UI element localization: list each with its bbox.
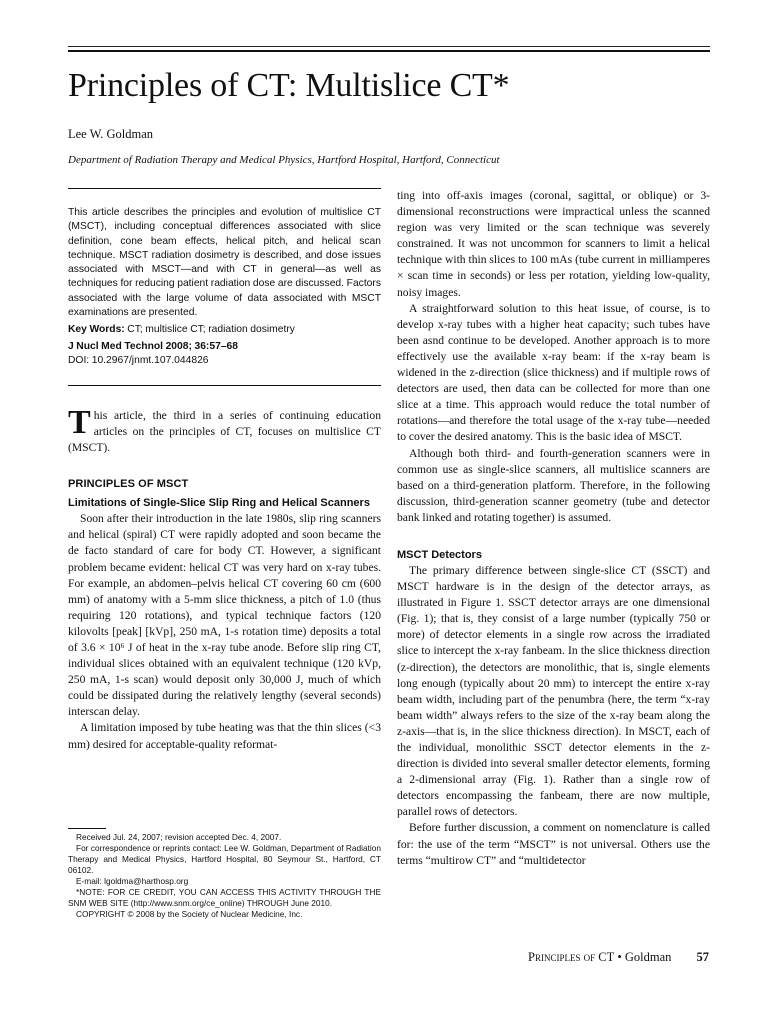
doi[interactable]: DOI: 10.2967/jnmt.107.044826 xyxy=(68,354,209,366)
section-heading-principles: PRINCIPLES OF MSCT xyxy=(68,478,189,491)
right-column xyxy=(397,188,710,869)
page-number: 57 xyxy=(696,950,709,964)
footnote-email[interactable]: E-mail: lgoldma@harthosp.org xyxy=(76,876,189,886)
journal-citation xyxy=(68,340,381,354)
subsection-heading-detectors: MSCT Detectors xyxy=(397,548,482,561)
keywords-line xyxy=(68,323,381,337)
header-rule-thick xyxy=(68,50,710,52)
author-affiliation: Department of Radiation Therapy and Medical Physics, Hartford Hospital, Hartford, Connecticut xyxy=(68,154,500,166)
running-footer xyxy=(528,950,709,965)
paragraph: Before further discussion, a comment on nomenclature is called for: the use of the term “MSCT” is not universal. Others use the terms “multirow CT” and “multidetector xyxy=(397,821,710,867)
running-author: Goldman xyxy=(624,950,672,964)
paragraph: The primary difference between single-slice CT (SSCT) and MSCT hardware is in the design of the detector arrays, as illustrated in Figure 1. SSCT detector arrays are one dimensional (Fig. 1); that is, they consist of a large number (typically 750 or more) of detector elements in a single row across the irradiated slice to intercept the x-ray fanbeam. In the slice thickness direction (z-direction), the detectors are monolithic, that is, single elements long enough (typically about 20 mm) to intercept the entire x-ray beam width, including part of the penumbra (here, the term “x-ray beam width” always refers to the size of the x-ray beam along the z-axis—that is, in the slice thickness direction). In MSCT, each of the individual, monolithic SSCT detector elements in the z-direction is divided into several smaller detector elements, forming a 2-dimensional array (Fig. 1). Rather than a single row of detectors encompassing the fanbeam, there are now multiple, parallel rows of detectors. xyxy=(397,563,710,819)
intro-paragraph xyxy=(68,404,381,456)
footnotes xyxy=(68,832,381,920)
detectors-body xyxy=(397,563,710,869)
paragraph: Soon after their introduction in the late 1980s, slip ring scanners and helical (spiral) CT were rapidly adopted and soon became the de facto standard of care for body CT. However, a significant problem became evident: helical CT was very hard on x-ray tubes. For example, an abdomen–pelvis helical CT covering 60 cm (600 mm) of anatomy with a 5-mm slice thickness, a pitch of 1.0 (thus requiring 120 rotations), and typical technique factors (120 kilovolts [peak] [kVp], 250 mA, 1-s rotation time) deposits a total of 3.6 × 10⁶ J of heat in the x-ray tube anode. Before slip ring CT, individual slices obtained with an equivalent technique (120 kVp, 250 mA, 1-s scan) would deposit only 30,000 J, much of which could be dissipated during the relatively lengthy (several seconds) interscan delay. xyxy=(68,512,381,719)
bullet-separator: • xyxy=(617,950,622,964)
header-rule-thin xyxy=(68,46,710,47)
footnote-received: Received Jul. 24, 2007; revision accepted Dec. 4, 2007. xyxy=(76,832,282,842)
citation-text: J Nucl Med Technol 2008; 36:57–68 xyxy=(68,340,238,352)
author-name: Lee W. Goldman xyxy=(68,127,154,141)
right-body xyxy=(397,188,710,526)
abstract-text: This article describes the principles and evolution of multislice CT (MSCT), including conceptual differences associated with slice definition, cone beam effects, helical pitch, and helical scan technique. MSCT radiation dosimetry is described, and dose issues associated with MSCT—and with CT in general—as well as techniques for reducing patient radiation dose are discussed. Factors associated with the large volume of data associated with MSCT examinations are presented. xyxy=(68,207,381,319)
drop-cap: T xyxy=(68,404,91,442)
intro-text: his article, the third in a series of continuing education articles on the principles of CT, focuses on multislice CT (MSCT). xyxy=(68,409,381,455)
footnote-correspondence: For correspondence or reprints contact: Lee W. Goldman, Department of Radiation Therapy and Medical Physics, Hartford Hospital, 80 Seymour St., Hartford, CT 06102. xyxy=(68,843,381,875)
subsection-heading-limitations: Limitations of Single-Slice Slip Ring and Helical Scanners xyxy=(68,497,370,510)
paragraph: A straightforward solution to this heat issue, of course, is to develop x-ray tubes with a higher heat capacity; such tubes have been asnd continue to be developed. Another approach is to more effectively use the available x-ray beam: if the x-ray beam is widened in the z-direction (slice thickness) and if multiple rows of detectors are used, then data can be collected for more than one slice at a time. This approach would reduce the total number of rotations—and therefore the total usage of the x-ray tube—needed to cover the desired anatomy. This is the basic idea of MSCT. xyxy=(397,301,710,444)
footnote-copyright: COPYRIGHT © 2008 by the Society of Nuclear Medicine, Inc. xyxy=(76,909,303,919)
limitations-body xyxy=(68,511,381,752)
abstract-bottom-rule xyxy=(68,385,381,386)
paragraph: Although both third- and fourth-generation scanners were in common use as single-slice scanners, all multislice scanners are based on a third-generation platform. Therefore, in the following discussion, third-generation scanner geometry (tube and detector bank linked and rotating together) is assumed. xyxy=(397,446,710,524)
paragraph: ting into off-axis images (coronal, sagittal, or oblique) or 3-dimensional reconstructions were impractical unless the scanned region was very limited or the scan technique was severely constrained. It was not uncommon for scanners to limit a helical technique with thin slices to 100 mAs (tube current in milliamperes × scan time in seconds) or less per rotation, yielding low-quality, noisy images. xyxy=(397,189,710,299)
article-title: Principles of CT: Multislice CT* xyxy=(68,67,510,104)
keywords: CT; multislice CT; radiation dosimetry xyxy=(127,324,295,336)
footnote-rule xyxy=(68,828,106,829)
paragraph: A limitation imposed by tube heating was that the thin slices (<3 mm) desired for acceptable-quality reformat- xyxy=(68,721,381,751)
abstract xyxy=(68,206,381,368)
abstract-top-rule xyxy=(68,188,381,189)
running-title: Principles of CT xyxy=(528,950,615,964)
left-column xyxy=(68,188,381,753)
footnote-ce-note: *NOTE: FOR CE CREDIT, YOU CAN ACCESS THIS ACTIVITY THROUGH THE SNM WEB SITE (http://www.snm.org/ce_online) THROUGH June 2010. xyxy=(68,887,381,908)
keywords-label: Key Words: xyxy=(68,324,125,336)
